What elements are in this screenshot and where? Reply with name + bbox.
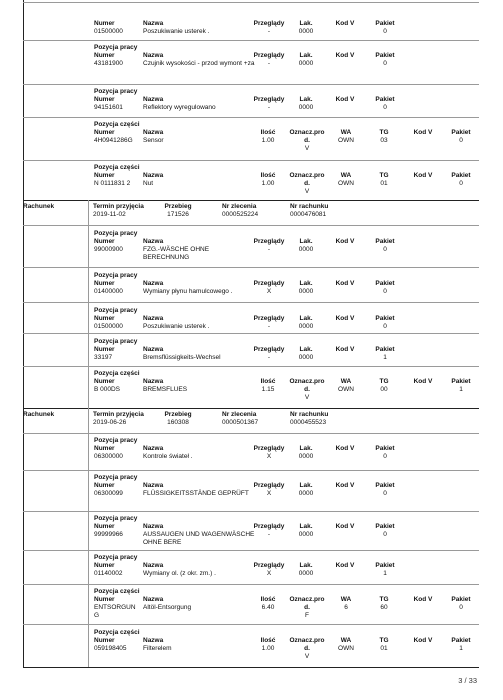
lak-header: Lak.	[299, 562, 313, 569]
nazwa-header: Nazwa	[143, 378, 164, 385]
nazwa-header: Nazwa	[143, 637, 164, 644]
pakiet-header: Pakiet	[451, 596, 471, 603]
invoice-przebieg: 171526	[167, 211, 189, 218]
numer-header: Numer	[94, 280, 115, 287]
work-pakiet: 0	[383, 490, 387, 497]
work-name: Poszukiwanie usterek .	[143, 323, 210, 330]
row-separator	[23, 433, 479, 434]
przeglady-header: Przeglądy	[253, 238, 285, 245]
invoice-przebieg: 160308	[167, 419, 189, 426]
part-wa: 6	[344, 604, 348, 611]
row-separator	[23, 267, 479, 268]
work-pakiet: 1	[383, 570, 387, 577]
work-number: 01500000	[94, 28, 123, 35]
work-number: 06300000	[94, 453, 123, 460]
oznacz-d-header: d.	[304, 604, 310, 611]
work-name: Kontrole świateł .	[143, 453, 193, 460]
part-position-title: Pozycja części	[94, 370, 140, 377]
part-wa: OWN	[338, 386, 354, 393]
work-name: AUSSAUGEN UND WAGENWÄSCHE OHNE BERE	[143, 531, 255, 546]
work-position	[0, 307, 503, 331]
work-pakiet: 0	[383, 288, 387, 295]
pakiet-header: Pakiet	[375, 523, 395, 530]
invoice-nr-rachunku: 0000476081	[290, 211, 327, 218]
kod-v-header: Kod V	[335, 445, 355, 452]
kod-v-header: Kod V	[335, 52, 355, 59]
numer-header: Numer	[94, 346, 115, 353]
work-lak: 0000	[298, 570, 314, 577]
numer-header: Numer	[94, 637, 115, 644]
part-position-title: Pozycja części	[94, 164, 140, 171]
nazwa-header: Nazwa	[143, 596, 164, 603]
work-number: 01500000	[94, 323, 123, 330]
work-lak: 0000	[298, 354, 314, 361]
nazwa-header: Nazwa	[143, 445, 164, 452]
numer-header: Numer	[94, 129, 115, 136]
part-number: N 0111831 2	[94, 180, 131, 187]
work-position	[0, 515, 503, 551]
kod-v-header: Kod V	[335, 523, 355, 530]
nr-rachunku-header: Nr rachunku	[290, 411, 329, 418]
part-name: Filterelem	[143, 645, 172, 652]
invoice-separator	[23, 408, 479, 409]
tg-header: TG	[379, 129, 389, 136]
przeglady-header: Przeglądy	[253, 315, 285, 322]
work-position-title: Pozycja pracy	[94, 515, 138, 522]
work-position-title: Pozycja pracy	[94, 230, 138, 237]
numer-header: Numer	[94, 445, 115, 452]
work-lak: 0000	[298, 531, 314, 538]
work-position-title: Pozycja pracy	[94, 338, 138, 345]
pakiet-header: Pakiet	[375, 280, 395, 287]
oznacz-d-header: d.	[304, 180, 310, 187]
row-separator	[23, 511, 479, 512]
nazwa-header: Nazwa	[143, 238, 164, 245]
numer-header: Numer	[94, 562, 115, 569]
part-position-title: Pozycja części	[94, 629, 140, 636]
pakiet-header: Pakiet	[375, 445, 395, 452]
pakiet-header: Pakiet	[451, 129, 471, 136]
work-number: 01400000	[94, 288, 123, 295]
part-pakiet: 0	[459, 137, 463, 144]
tg-header: TG	[379, 637, 389, 644]
lak-header: Lak.	[299, 238, 313, 245]
numer-header: Numer	[94, 52, 115, 59]
part-name: Nut	[143, 180, 154, 187]
wa-header: WA	[340, 172, 352, 179]
kod-v-header: Kod V	[413, 596, 433, 603]
pakiet-header: Pakiet	[375, 96, 395, 103]
wa-header: WA	[340, 129, 352, 136]
work-name: FZG.-WÄSCHE OHNE BERECHNUNG	[143, 246, 210, 261]
invoice-header	[0, 203, 503, 221]
work-position	[0, 230, 503, 266]
part-tg: 00	[380, 386, 388, 393]
invoice-nr-zlecenia: 0000501367	[222, 419, 259, 426]
nr-zlecenia-header: Nr zlecenia	[222, 411, 257, 418]
work-pakiet: 0	[383, 60, 387, 67]
work-pakiet: 0	[383, 104, 387, 111]
row-separator	[23, 84, 479, 85]
row-separator	[23, 2, 479, 3]
part-ilosc: 1.00	[261, 180, 275, 187]
work-lak: 0000	[298, 453, 314, 460]
part-position	[0, 370, 503, 406]
pakiet-header: Pakiet	[451, 172, 471, 179]
kod-v-header: Kod V	[335, 280, 355, 287]
invoice-termin: 2019-06-26	[93, 419, 127, 426]
pakiet-header: Pakiet	[375, 346, 395, 353]
ilosc-header: Ilość	[260, 596, 276, 603]
invoice-nr-zlecenia: 0000525224	[222, 211, 259, 218]
kod-v-header: Kod V	[413, 378, 433, 385]
part-pakiet: 1	[459, 386, 463, 393]
termin-header: Termin przyjęcia	[93, 203, 144, 210]
termin-header: Termin przyjęcia	[93, 411, 144, 418]
work-pakiet: 0	[383, 453, 387, 460]
part-number: B 000DS	[94, 386, 121, 393]
work-number: 43181900	[94, 60, 123, 67]
lak-header: Lak.	[299, 482, 313, 489]
row-separator	[23, 160, 479, 161]
work-lak: 0000	[298, 28, 314, 35]
work-position-title: Pozycja pracy	[94, 272, 138, 279]
lak-header: Lak.	[299, 52, 313, 59]
work-lak: 0000	[298, 490, 314, 497]
work-name: Czujnik wysokości - przod wymont +za	[143, 60, 255, 67]
work-number: 33197	[94, 354, 113, 361]
part-position	[0, 588, 503, 624]
work-lak: 0000	[298, 104, 314, 111]
nazwa-header: Nazwa	[143, 315, 164, 322]
pakiet-header: Pakiet	[451, 637, 471, 644]
przeglady-header: Przeglądy	[253, 52, 285, 59]
part-name: Sensor	[143, 137, 164, 144]
nazwa-header: Nazwa	[143, 482, 164, 489]
row-separator	[23, 302, 479, 303]
kod-v-header: Kod V	[335, 346, 355, 353]
part-ilosc: 6.40	[261, 604, 275, 611]
numer-header: Numer	[94, 315, 115, 322]
invoice-termin: 2019-11-02	[93, 211, 126, 218]
row-separator	[23, 584, 479, 585]
work-position-title: Pozycja pracy	[94, 307, 138, 314]
work-number: 99000900	[94, 246, 123, 253]
work-lak: 0000	[298, 288, 314, 295]
numer-header: Numer	[94, 378, 115, 385]
row-separator	[23, 225, 479, 226]
numer-header: Numer	[94, 523, 115, 530]
work-pakiet: 1	[383, 354, 387, 361]
part-number: ENTSORGUN G	[94, 604, 136, 619]
invoice-separator	[23, 200, 479, 201]
wa-header: WA	[340, 596, 352, 603]
oznacz-header: Oznacz.pro	[289, 129, 325, 136]
numer-header: Numer	[94, 20, 115, 27]
przeglady-header: Przeglądy	[253, 96, 285, 103]
nazwa-header: Nazwa	[143, 172, 164, 179]
row-separator	[23, 624, 479, 625]
row-separator	[23, 366, 479, 367]
nazwa-header: Nazwa	[143, 280, 164, 287]
przebieg-header: Przebieg	[164, 203, 192, 210]
nr-zlecenia-header: Nr zlecenia	[222, 203, 257, 210]
pakiet-header: Pakiet	[375, 562, 395, 569]
work-przeglady: -	[267, 246, 271, 253]
part-number: 059198405	[94, 645, 127, 652]
przeglady-header: Przeglądy	[253, 562, 285, 569]
page-number: 3 / 33	[458, 676, 477, 685]
work-position	[0, 437, 503, 461]
work-lak: 0000	[298, 246, 314, 253]
part-oznacz: V	[304, 188, 310, 195]
numer-header: Numer	[94, 238, 115, 245]
work-position	[0, 338, 503, 362]
pakiet-header: Pakiet	[375, 482, 395, 489]
oznacz-header: Oznacz.pro	[289, 596, 325, 603]
part-oznacz: V	[304, 394, 310, 401]
tg-header: TG	[379, 596, 389, 603]
przeglady-header: Przeglądy	[253, 445, 285, 452]
nazwa-header: Nazwa	[143, 523, 164, 530]
work-przeglady: X	[266, 288, 272, 295]
work-position-title: Pozycja pracy	[94, 44, 138, 51]
part-position-title: Pozycja części	[94, 588, 140, 595]
przeglady-header: Przeglądy	[253, 346, 285, 353]
part-name: BREMSFLUES	[143, 386, 188, 393]
kod-v-header: Kod V	[335, 20, 355, 27]
przebieg-header: Przebieg	[164, 411, 192, 418]
invoice-label: Rachunek	[23, 203, 55, 210]
work-przeglady: -	[267, 531, 271, 538]
row-separator	[23, 333, 479, 334]
invoice-header	[0, 411, 503, 429]
part-wa: OWN	[338, 180, 354, 187]
nazwa-header: Nazwa	[143, 129, 164, 136]
part-tg: 01	[380, 180, 388, 187]
work-pakiet: 0	[383, 531, 387, 538]
ilosc-header: Ilość	[260, 637, 276, 644]
kod-v-header: Kod V	[335, 315, 355, 322]
lak-header: Lak.	[299, 20, 313, 27]
work-przeglady: X	[266, 570, 272, 577]
nazwa-header: Nazwa	[143, 20, 164, 27]
work-pakiet: 0	[383, 323, 387, 330]
work-name: Poszukiwanie usterek .	[143, 28, 210, 35]
part-pakiet: 0	[459, 604, 463, 611]
part-ilosc: 1.00	[261, 645, 275, 652]
work-przeglady: -	[267, 104, 271, 111]
ilosc-header: Ilość	[260, 172, 276, 179]
part-position	[0, 164, 503, 200]
work-name: Wymiany płynu hamulcowego .	[143, 288, 233, 295]
pakiet-header: Pakiet	[451, 378, 471, 385]
invoice-separator	[23, 667, 479, 668]
work-przeglady: X	[266, 490, 272, 497]
nazwa-header: Nazwa	[143, 96, 164, 103]
work-number: 94151601	[94, 104, 123, 111]
numer-header: Numer	[94, 172, 115, 179]
work-pakiet: 0	[383, 246, 387, 253]
part-ilosc: 1.15	[261, 386, 275, 393]
part-oznacz: F	[305, 612, 309, 619]
work-position	[0, 88, 503, 112]
pakiet-header: Pakiet	[375, 238, 395, 245]
oznacz-header: Oznacz.pro	[289, 172, 325, 179]
kod-v-header: Kod V	[413, 172, 433, 179]
work-number: 01140002	[94, 570, 123, 577]
work-przeglady: X	[266, 453, 272, 460]
oznacz-d-header: d.	[304, 386, 310, 393]
nr-rachunku-header: Nr rachunku	[290, 203, 329, 210]
work-przeglady: -	[267, 28, 271, 35]
lak-header: Lak.	[299, 523, 313, 530]
work-name: FLÜSSIGKEITSSTÄNDE GEPRÜFT	[143, 490, 249, 497]
kod-v-header: Kod V	[413, 637, 433, 644]
nazwa-header: Nazwa	[143, 52, 164, 59]
work-przeglady: -	[267, 323, 271, 330]
numer-header: Numer	[94, 96, 115, 103]
work-position-title: Pozycja pracy	[94, 554, 138, 561]
part-tg: 01	[380, 645, 388, 652]
lak-header: Lak.	[299, 445, 313, 452]
nazwa-header: Nazwa	[143, 562, 164, 569]
work-name: Bremsflüssigkeits-Wechsel	[143, 354, 221, 361]
pakiet-header: Pakiet	[375, 20, 395, 27]
row-separator	[23, 550, 479, 551]
lak-header: Lak.	[299, 315, 313, 322]
pakiet-header: Pakiet	[375, 52, 395, 59]
part-position	[0, 629, 503, 665]
work-przeglady: -	[267, 60, 271, 67]
kod-v-header: Kod V	[413, 129, 433, 136]
pakiet-header: Pakiet	[375, 315, 395, 322]
lak-header: Lak.	[299, 280, 313, 287]
row-separator	[23, 40, 479, 41]
part-wa: OWN	[338, 137, 354, 144]
part-name: Altöl-Entsorgung	[143, 604, 192, 611]
nazwa-header: Nazwa	[143, 346, 164, 353]
kod-v-header: Kod V	[335, 562, 355, 569]
work-name: Reflektory wyregulowano	[143, 104, 216, 111]
lak-header: Lak.	[299, 96, 313, 103]
numer-header: Numer	[94, 596, 115, 603]
kod-v-header: Kod V	[335, 238, 355, 245]
invoice-label: Rachunek	[23, 411, 55, 418]
work-position	[0, 474, 503, 510]
part-number: 4H0941286G	[94, 137, 133, 144]
part-oznacz: V	[304, 653, 310, 660]
row-separator	[23, 470, 479, 471]
work-przeglady: -	[267, 354, 271, 361]
przeglady-header: Przeglądy	[253, 280, 285, 287]
work-number: 06300099	[94, 490, 123, 497]
work-pakiet: 0	[383, 28, 387, 35]
przeglady-header: Przeglądy	[253, 523, 285, 530]
kod-v-header: Kod V	[335, 96, 355, 103]
oznacz-header: Oznacz.pro	[289, 378, 325, 385]
part-ilosc: 1.00	[261, 137, 275, 144]
part-pakiet: 1	[459, 645, 463, 652]
przeglady-header: Przeglądy	[253, 20, 285, 27]
part-pakiet: 0	[459, 180, 463, 187]
work-lak: 0000	[298, 323, 314, 330]
wa-header: WA	[340, 378, 352, 385]
numer-header: Numer	[94, 482, 115, 489]
work-position	[0, 44, 503, 80]
ilosc-header: Ilość	[260, 378, 276, 385]
part-oznacz: V	[304, 145, 310, 152]
part-tg: 03	[380, 137, 388, 144]
part-position	[0, 121, 503, 157]
work-number: 99999966	[94, 531, 123, 538]
oznacz-d-header: d.	[304, 137, 310, 144]
lak-header: Lak.	[299, 346, 313, 353]
work-name: Wymiany ol. (z okr. zm.) .	[143, 570, 216, 577]
work-position	[0, 20, 503, 38]
kod-v-header: Kod V	[335, 482, 355, 489]
invoice-nr-rachunku: 0000455523	[290, 419, 327, 426]
work-position	[0, 554, 503, 578]
work-lak: 0000	[298, 60, 314, 67]
tg-header: TG	[379, 378, 389, 385]
oznacz-d-header: d.	[304, 645, 310, 652]
part-tg: 60	[380, 604, 388, 611]
work-position-title: Pozycja pracy	[94, 437, 138, 444]
ilosc-header: Ilość	[260, 129, 276, 136]
work-position-title: Pozycja pracy	[94, 88, 138, 95]
oznacz-header: Oznacz.pro	[289, 637, 325, 644]
tg-header: TG	[379, 172, 389, 179]
przeglady-header: Przeglądy	[253, 482, 285, 489]
part-position-title: Pozycja części	[94, 121, 140, 128]
work-position	[0, 272, 503, 296]
row-separator	[23, 117, 479, 118]
work-position-title: Pozycja pracy	[94, 474, 138, 481]
part-wa: OWN	[338, 645, 354, 652]
wa-header: WA	[340, 637, 352, 644]
